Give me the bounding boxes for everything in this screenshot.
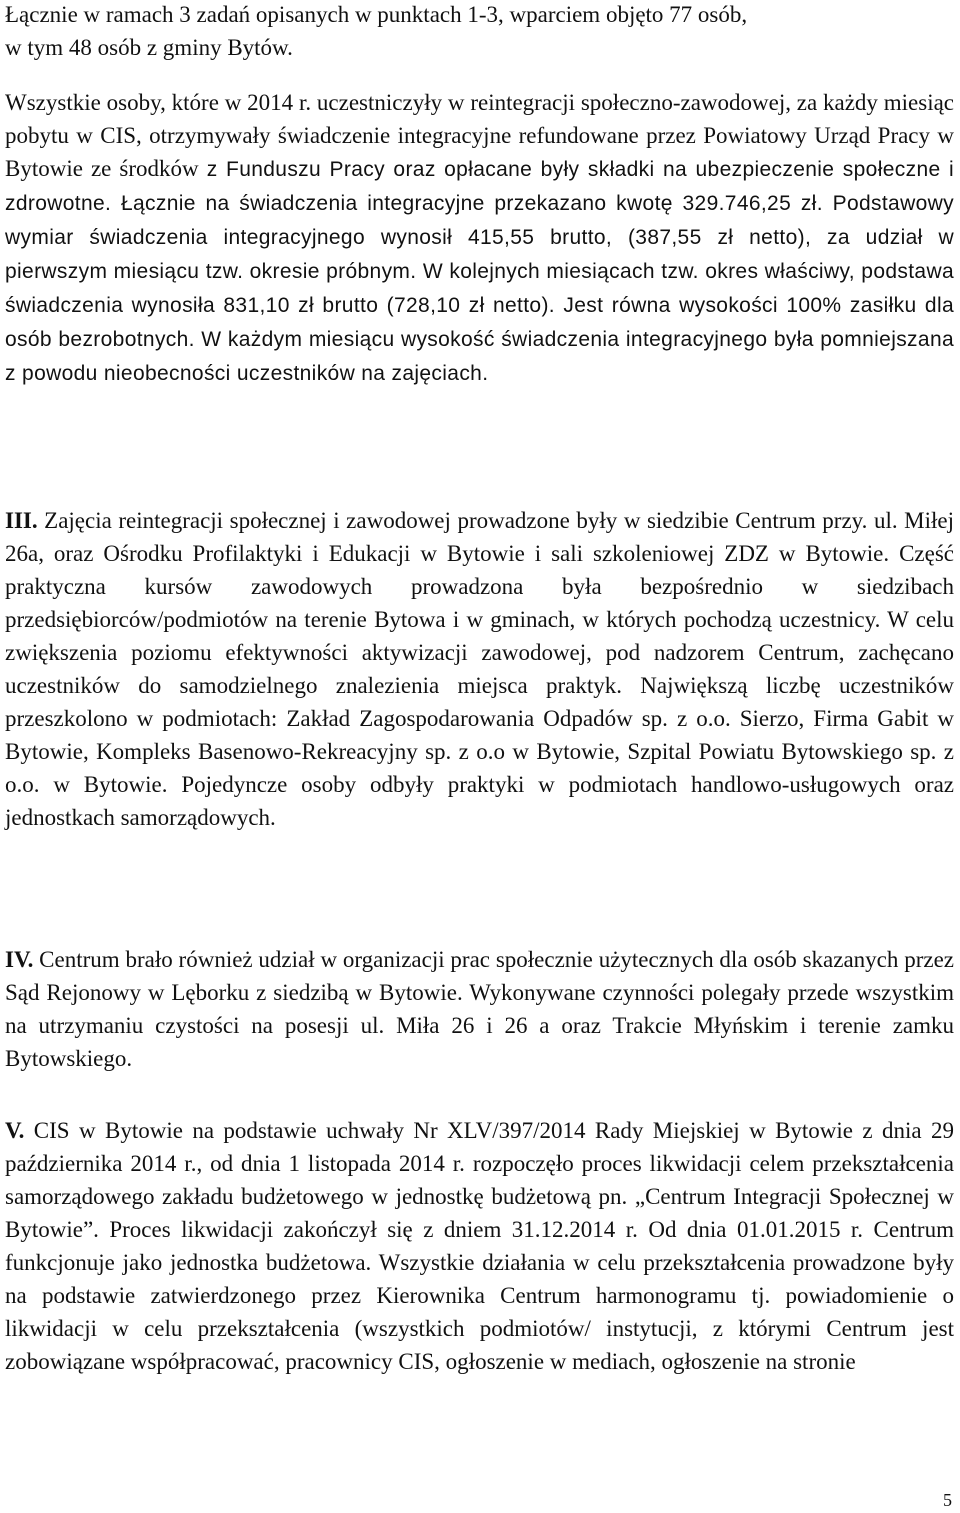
section-v-numeral: V. <box>5 1118 25 1143</box>
section-iv <box>5 943 954 1075</box>
paragraph-summary <box>5 0 954 64</box>
summary-line-2: w tym 48 osób z gminy Bytów. <box>5 35 293 60</box>
benefit-text-serif: Wszystkie osoby, które w 2014 r. uczestniczyły w reintegracji społeczno-zawodowej, za każdy miesiąc pobytu w CIS, otrzymywały świadczenie integracyjne refundowane przez Powiatowy Urząd Pracy w Bytowie ze środków <box>5 90 954 181</box>
section-v-text: CIS w Bytowie na podstawie uchwały Nr XLV/397/2014 Rady Miejskiej w Bytowie z dnia 29 października 2014 r., od dnia 1 listopada 2014 r. rozpoczęło proces likwidacji celem przekształcenia samorządowego zakładu budżetowego w jednostkę budżetową pn. „Centrum Integracji Społecznej w Bytowie”. Proces likwidacji zakończył się z dniem 31.12.2014 r. Od dnia 01.01.2015 r. Centrum funkcjonuje jako jednostka budżetowa. Wszystkie działania w celu przekształcenia prowadzone były na podstawie zatwierdzonego przez Kierownika Centrum harmonogramu tj. powiadomienie o likwidacji w celu przekształcenia (wszystkich podmiotów/ instytucji, z którymi Centrum jest zobowiązane współpracować, pracownicy CIS, ogłoszenie w mediach, ogłoszenie na stronie <box>5 1118 954 1374</box>
benefit-text-sans: z Funduszu Pracy oraz opłacane były składki na ubezpieczenie społeczne i zdrowotne. Łącznie na świadczenia integracyjne przekazano kwotę 329.746,25 zł. Podstawowy wymiar świadczenia integracyjnego wynosił 415,55 brutto, (387,55 zł netto), za udział w pierwszym miesiącu tzw. okresie próbnym. W kolejnych miesiącach tzw. okres właściwy, podstawa świadczenia wynosiła 831,10 zł brutto (728,10 zł netto). Jest równa wysokości 100% zasiłku dla osób bezrobotnych. W każdym miesiącu wysokość świadczenia integracyjnego była pomniejszana z powodu nieobecności uczestników na zajęciach. <box>5 158 954 385</box>
section-iv-numeral: IV. <box>5 947 34 972</box>
section-iii-text: Zajęcia reintegracji społecznej i zawodowej prowadzone były w siedzibie Centrum przy. ul. Miłej 26a, oraz Ośrodku Profilaktyki i Edukacji w Bytowie i sali szkoleniowej ZDZ w Bytowie. Część praktyczna kursów zawodowych prowadzona była bezpośrednio w siedzibach przedsiębiorców/podmiotów na terenie Bytowa i w gminach, w których pochodzą uczestnicy. W celu zwiększenia poziomu efektywności aktywizacji zawodowej, pod nadzorem Centrum, zachęcano uczestników do samodzielnego znalezienia miejsca praktyk. Największą liczbę uczestników przeszkolono w podmiotach: Zakład Zagospodarowania Odpadów sp. z o.o. Sierzo, Firma Gabit w Bytowie, Kompleks Basenowo-Rekreacyjny sp. z o.o w Bytowie, Szpital Powiatu Bytowskiego sp. z o.o. w Bytowie. Pojedyncze osoby odbyły praktyki w podmiotach handlowo-usługowych oraz jednostkach samorządowych. <box>5 508 954 830</box>
section-v <box>5 1114 954 1378</box>
summary-line-1: Łącznie w ramach 3 zadań opisanych w punktach 1-3, wparciem objęto 77 osób, <box>5 2 748 27</box>
section-iii <box>5 504 954 834</box>
page-number: 5 <box>943 1490 952 1510</box>
paragraph-integration-benefit <box>5 86 954 390</box>
section-iii-numeral: III. <box>5 508 38 533</box>
section-iv-text: Centrum brało również udział w organizacji prac społecznie użytecznych dla osób skazanych przez Sąd Rejonowy w Lęborku z siedzibą w Bytowie. Wykonywane czynności polegały przede wszystkim na utrzymaniu czystości na posesji ul. Miła 26 i 26 a oraz Trakcie Młyńskim i terenie zamku Bytowskiego. <box>5 947 954 1071</box>
